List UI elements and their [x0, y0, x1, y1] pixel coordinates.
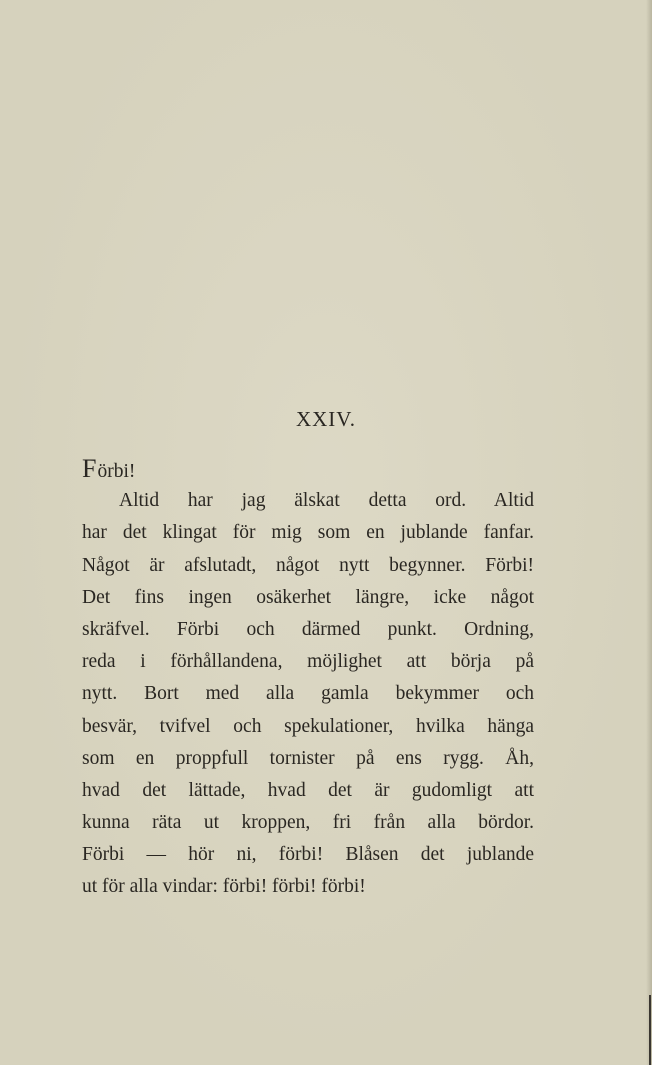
page-edge [646, 0, 652, 1065]
text-line: skräfvel. Förbi och därmed punkt. Ordning, [82, 618, 534, 640]
text-line: nytt. Bort med alla gamla bekymmer och [82, 683, 534, 705]
opening-word: örbi! [97, 461, 136, 482]
initial-letter: F [82, 454, 97, 483]
opening-line [82, 453, 534, 485]
text-line: Något är afslutadt, något nytt begynner. Förbi! [82, 554, 534, 576]
text-line: kunna räta ut kroppen, fri från alla bördor. [82, 812, 534, 834]
text-line: ut för alla vindar: förbi! förbi! förbi! [82, 876, 366, 898]
chapter-body [82, 453, 534, 904]
text-line: Det fins ingen osäkerhet längre, icke något [82, 586, 534, 608]
text-line: som en proppfull tornister på ens rygg. Åh, [82, 747, 534, 769]
text-line: hvad det lättade, hvad det är gudomligt att [82, 779, 534, 801]
text-line: Altid har jag älskat detta ord. Altid [119, 490, 534, 512]
text-line: reda i förhållandena, möjlighet att börja på [82, 651, 534, 673]
text-line: besvär, tvifvel och spekulationer, hvilka hänga [82, 715, 534, 737]
chapter-heading: XXIV. [295, 407, 357, 431]
text-line: har det klingat för mig som en jublande fanfar. [82, 522, 534, 544]
text-line: Förbi — hör ni, förbi! Blåsen det jublande [82, 844, 534, 866]
